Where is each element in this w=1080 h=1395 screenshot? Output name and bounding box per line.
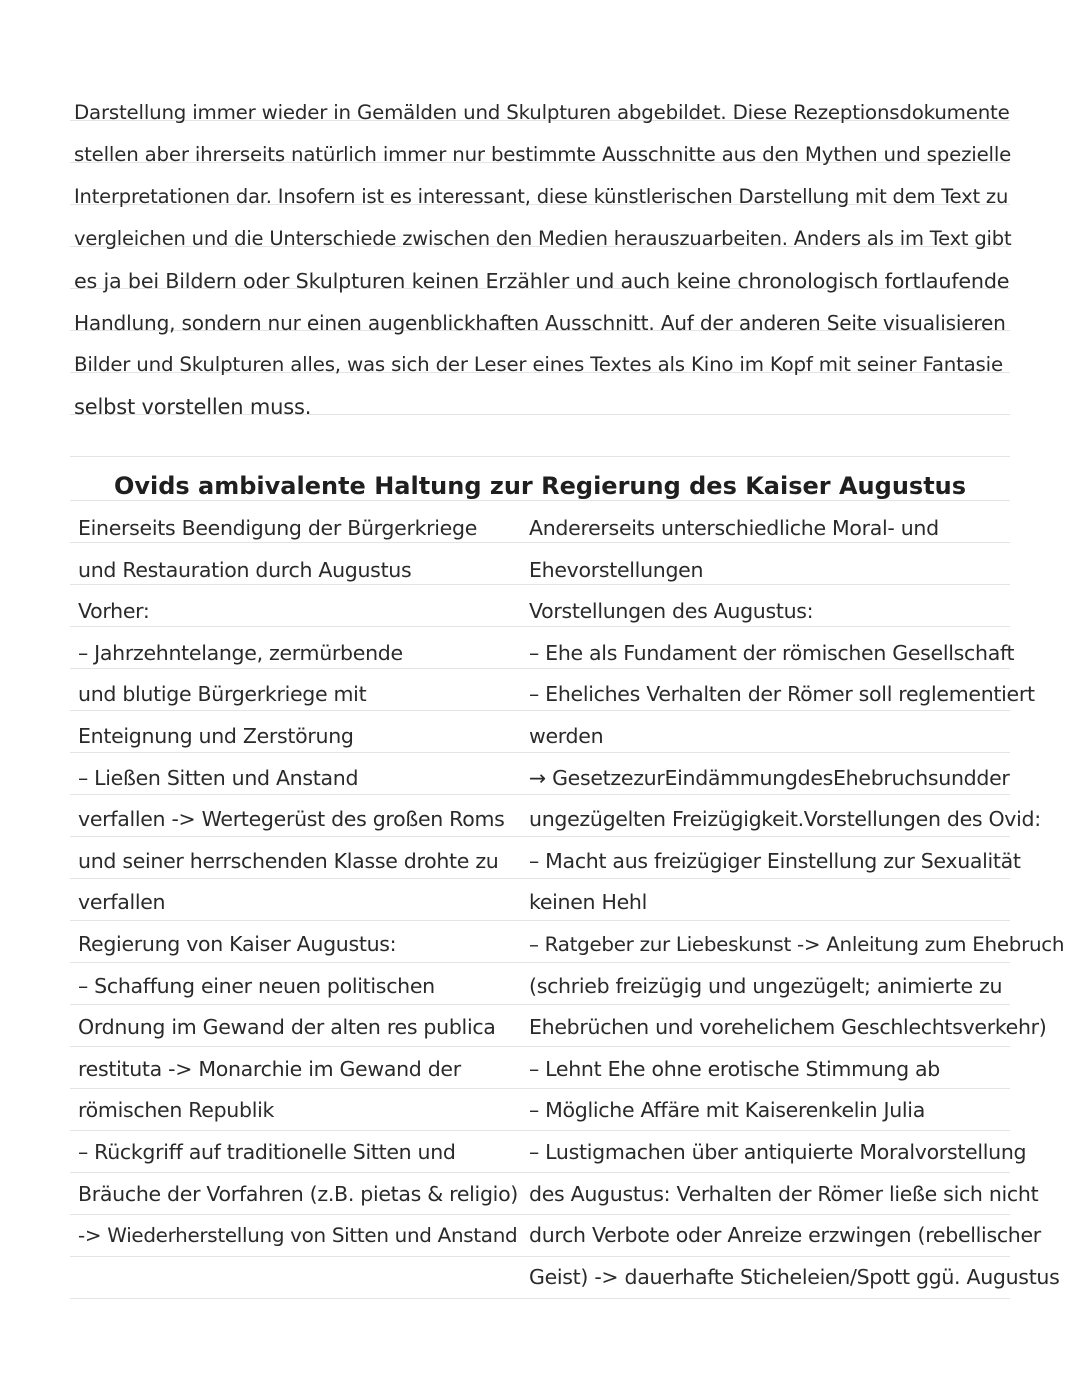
left-column-line: und blutige Bürgerkriege mit (78, 682, 367, 707)
left-column-line: restituta -> Monarchie im Gewand der (78, 1056, 461, 1081)
paragraph-line: Bilder und Skulpturen alles, was sich der Leser eines Textes als Kino im Kopf mit seiner Fantasie (74, 353, 1003, 376)
paragraph-line: Darstellung immer wieder in Gemälden und Skulpturen abgebildet. Diese Rezeptionsdokumente (74, 101, 1010, 124)
right-column-line: – Ratgeber zur Liebeskunst -> Anleitung zum Ehebruch (529, 932, 1065, 956)
left-column-line: – Schaffung einer neuen politischen (78, 973, 435, 998)
left-column-line: verfallen (78, 890, 166, 915)
left-column-line: -> Wiederherstellung von Sitten und Anstand (78, 1224, 518, 1248)
right-column-line: – Ehe als Fundament der römischen Gesellschaft (529, 640, 1015, 665)
intro-paragraph (74, 92, 1014, 428)
left-column-line: Regierung von Kaiser Augustus: (78, 931, 397, 956)
left-column-line: – Jahrzehntelange, zermürbende (78, 640, 403, 665)
right-column-line: – Lehnt Ehe ohne erotische Stimmung ab (529, 1056, 941, 1081)
left-column-line: Bräuche der Vorfahren (z.B. pietas & religio) (78, 1181, 519, 1206)
left-column-line: Enteignung und Zerstörung (78, 723, 354, 748)
right-column-line: Ehevorstellungen (529, 557, 704, 582)
left-column-line: – Rückgriff auf traditionelle Sitten und (78, 1139, 456, 1164)
right-column (529, 508, 1069, 1298)
rule-line (70, 456, 1010, 457)
right-column-line: werden (529, 723, 604, 748)
left-column (78, 508, 518, 1257)
right-column-line: des Augustus: Verhalten der Römer ließe sich nicht (529, 1181, 1039, 1206)
paragraph-line: es ja bei Bildern oder Skulpturen keinen Erzähler und auch keine chronologisch fortlaufende (74, 269, 1010, 293)
left-column-line: – Ließen Sitten und Anstand (78, 765, 359, 790)
right-column-line: Andererseits unterschiedliche Moral- und (529, 516, 939, 540)
right-column-line: Geist) -> dauerhafte Sticheleien/Spott ggü. Augustus (529, 1264, 1060, 1289)
right-column-line: – Eheliches Verhalten der Römer soll reglementiert (529, 682, 1035, 707)
paragraph-line: stellen aber ihrerseits natürlich immer nur bestimmte Ausschnitte aus den Mythen und spezielle (74, 143, 1012, 166)
left-column-line: römischen Republik (78, 1098, 275, 1123)
right-column-line: – Lustigmachen über antiquierte Moralvorstellung (529, 1139, 1027, 1164)
right-column-line: – Mögliche Affäre mit Kaiserenkelin Julia (529, 1098, 925, 1123)
left-column-line: verfallen -> Wertegerüst des großen Roms (78, 807, 505, 832)
paragraph-line: selbst vorstellen muss. (74, 395, 312, 419)
section-title: Ovids ambivalente Haltung zur Regierung des Kaiser Augustus (113, 472, 967, 500)
right-column-line: Vorstellungen des Augustus: (529, 599, 814, 624)
right-column-line: ungezügelten Freizügigkeit.Vorstellungen des Ovid: (529, 807, 1041, 832)
right-column-line: – Macht aus freizügiger Einstellung zur Sexualität (529, 848, 1021, 873)
right-column-line: durch Verbote oder Anreize erzwingen (rebellischer (529, 1223, 1041, 1248)
right-column-line: keinen Hehl (529, 890, 647, 915)
paragraph-line: Interpretationen dar. Insofern ist es interessant, diese künstlerischen Darstellung mit dem Text zu (74, 185, 1009, 208)
left-column-line: und Restauration durch Augustus (78, 557, 412, 582)
paragraph-line: Handlung, sondern nur einen augenblickhaften Ausschnitt. Auf der anderen Seite visualisieren (74, 311, 1006, 335)
left-column-line: und seiner herrschenden Klasse drohte zu (78, 848, 499, 873)
right-column-line: Ehebrüchen und vorehelichem Geschlechtsverkehr) (529, 1015, 1047, 1040)
left-column-line: Vorher: (78, 599, 150, 624)
right-column-line: (schrieb freizügig und ungezügelt; animierte zu (529, 973, 1003, 998)
right-column-line: → GesetzezurEindämmungdesEhebruchsundder (529, 765, 1010, 790)
left-column-line: Einerseits Beendigung der Bürgerkriege (78, 516, 478, 540)
left-column-line: Ordnung im Gewand der alten res publica (78, 1015, 496, 1040)
paragraph-line: vergleichen und die Unterschiede zwischen den Medien herauszuarbeiten. Anders als im Text gibt (74, 227, 1012, 250)
